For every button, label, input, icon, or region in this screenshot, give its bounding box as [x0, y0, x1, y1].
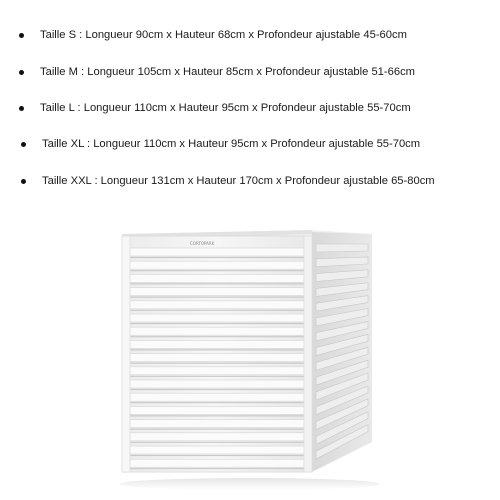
size-text: Taille M : Longueur 105cm x Hauteur 85cm x Profondeur ajustable 51-66cm — [40, 66, 415, 78]
front-slat — [130, 301, 304, 309]
front-slat — [130, 261, 304, 269]
front-slat — [130, 274, 304, 282]
front-slats — [130, 248, 304, 469]
front-left-post — [122, 236, 130, 472]
front-slat — [130, 433, 304, 441]
size-item-m — [0, 62, 500, 82]
bullet-icon — [21, 179, 26, 184]
front-slat — [130, 288, 304, 296]
front-slat — [130, 340, 304, 348]
front-slat — [130, 420, 304, 428]
size-item-xxl — [0, 171, 500, 191]
bullet-icon — [21, 142, 26, 147]
size-text: Taille XXL : Longueur 131cm x Hauteur 170cm x Profondeur ajustable 65-80cm — [42, 175, 435, 187]
front-slat — [130, 406, 304, 414]
bullet-icon — [19, 33, 24, 38]
front-slat — [130, 367, 304, 375]
front-slat — [130, 327, 304, 335]
front-slat — [130, 380, 304, 388]
brand-mark: CORTOPARK — [190, 241, 215, 246]
size-item-s — [0, 25, 500, 45]
front-slat — [130, 459, 304, 467]
front-slat — [130, 314, 304, 322]
size-text: Taille S : Longueur 90cm x Hauteur 68cm x Profondeur ajustable 45-60cm — [40, 29, 407, 41]
floor-shadow — [120, 478, 380, 490]
front-slat — [130, 354, 304, 362]
product-image — [110, 222, 390, 492]
size-text: Taille L : Longueur 110cm x Hauteur 95cm x Profondeur ajustable 55-70cm — [40, 102, 411, 114]
size-item-l — [0, 98, 500, 118]
bullet-icon — [19, 70, 24, 75]
front-slat — [130, 248, 304, 256]
front-slat — [130, 446, 304, 454]
size-text: Taille XL : Longueur 110cm x Hauteur 95cm x Profondeur ajustable 55-70cm — [42, 138, 421, 150]
bullet-icon — [19, 106, 24, 111]
front-right-post — [304, 236, 312, 472]
front-slat — [130, 393, 304, 401]
size-item-xl — [0, 134, 500, 154]
side-slat — [316, 244, 368, 252]
